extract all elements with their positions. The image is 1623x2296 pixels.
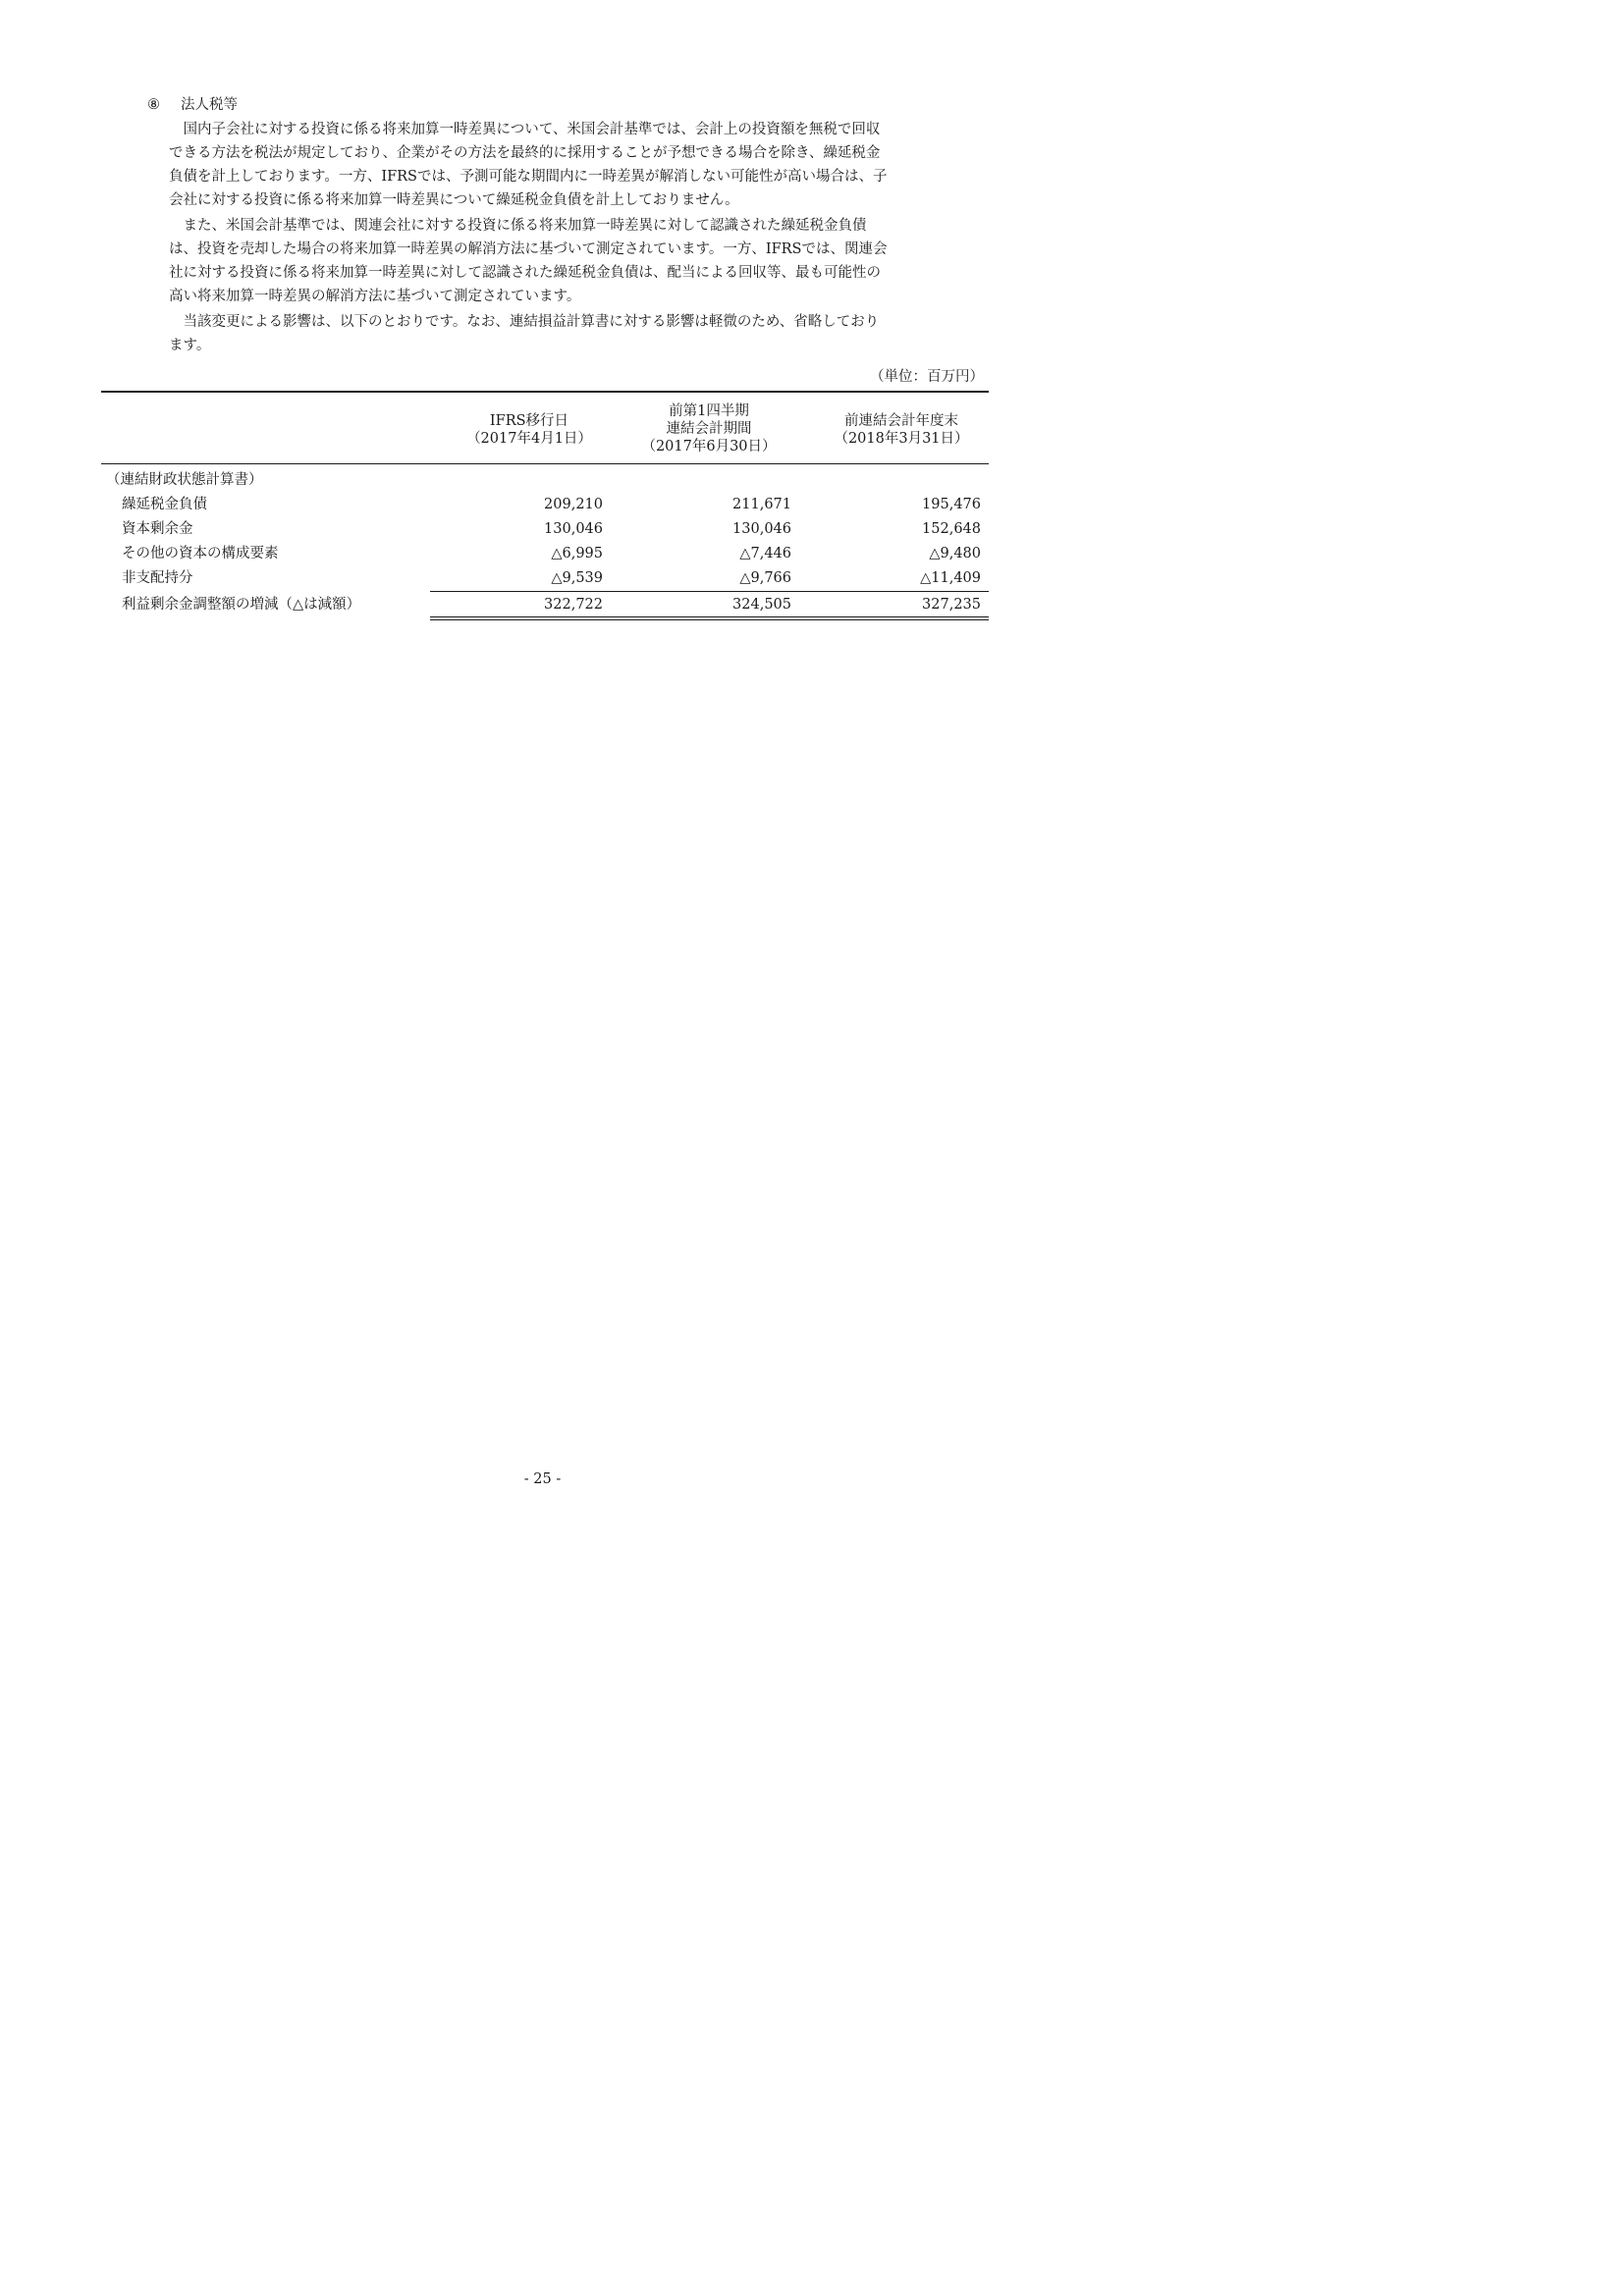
paragraph-1 xyxy=(169,118,992,212)
cell-value: 130,046 xyxy=(544,521,603,537)
table-row xyxy=(0,493,1085,516)
cell-value: 322,722 xyxy=(544,597,603,613)
paragraph-line: また、米国会計基準では、関連会社に対する投資に係る将来加算一時差異に対して認識された繰延税金負債 xyxy=(169,218,867,234)
section-heading xyxy=(147,94,238,116)
row-label: 利益剰余金調整額の増減（△は減額） xyxy=(122,597,361,613)
cell-value: 130,046 xyxy=(732,521,791,537)
cell-value: △9,480 xyxy=(929,546,981,561)
paragraph-line: 当該変更による影響は、以下のとおりです。なお、連結損益計算書に対する影響は軽微のため、省略しており xyxy=(169,314,880,330)
table-row xyxy=(0,566,1085,590)
paragraph-line: ます。 xyxy=(169,338,211,353)
cell-value: 211,671 xyxy=(732,497,791,512)
column-header-line: （2018年3月31日） xyxy=(834,431,969,447)
row-label: その他の資本の構成要素 xyxy=(122,546,279,561)
paragraph-line: 高い将来加算一時差異の解消方法に基づいて測定されています。 xyxy=(169,289,581,304)
table-section-label: （連結財政状態計算書） xyxy=(106,472,263,488)
cell-value: 327,235 xyxy=(922,597,981,613)
cell-value: △7,446 xyxy=(739,546,791,561)
paragraph-3 xyxy=(169,310,992,357)
column-header-line: 前連結会計年度末 xyxy=(844,413,958,429)
column-header-line: 連結会計期間 xyxy=(666,421,752,437)
cell-value: 324,505 xyxy=(732,597,791,613)
cell-value: △9,539 xyxy=(551,570,603,586)
paragraph-2 xyxy=(169,214,992,308)
section-number: ⑧ xyxy=(147,97,160,113)
cell-value: △11,409 xyxy=(920,570,981,586)
paragraph-line: 負債を計上しております。一方、IFRSでは、予測可能な期間内に一時差異が解消しない可能性が高い場合は、子 xyxy=(169,169,888,185)
cell-value: 195,476 xyxy=(922,497,981,512)
table-header-rule xyxy=(101,463,989,464)
paragraph-line: は、投資を売却した場合の将来加算一時差異の解消方法に基づいて測定されています。一方、IFRSでは、関連会 xyxy=(169,241,888,257)
total-double-rule-upper xyxy=(430,616,989,617)
total-double-rule-lower xyxy=(430,619,989,620)
table-row xyxy=(0,517,1085,541)
total-top-rule xyxy=(430,591,989,592)
paragraph-line: できる方法を税法が規定しており、企業がその方法を最終的に採用することが予想できる場合を除き、繰延税金 xyxy=(169,145,881,161)
cell-value: △9,766 xyxy=(739,570,791,586)
paragraph-line: 国内子会社に対する投資に係る将来加算一時差異について、米国会計基準では、会計上の投資額を無税で回収 xyxy=(169,122,881,137)
column-header-line: IFRS移行日 xyxy=(489,413,569,429)
table-unit-label: （単位：百万円） xyxy=(870,369,984,385)
column-header-ifrs-transition-date xyxy=(436,412,622,448)
cell-value: 209,210 xyxy=(544,497,603,512)
column-header-prior-q1 xyxy=(611,402,807,455)
paragraph-line: 社に対する投資に係る将来加算一時差異に対して認識された繰延税金負債は、配当による回収等、最も可能性の xyxy=(169,265,881,281)
paragraph-line: 会社に対する投資に係る将来加算一時差異について繰延税金負債を計上しておりません。 xyxy=(169,192,739,208)
page-number: - 25 - xyxy=(523,1471,562,1487)
column-header-line: 前第1四半期 xyxy=(669,403,749,419)
column-header-line: （2017年6月30日） xyxy=(641,439,777,454)
row-label: 資本剰余金 xyxy=(122,521,193,537)
table-row xyxy=(0,542,1085,565)
column-header-line: （2017年4月1日） xyxy=(466,431,592,447)
column-header-prior-year-end xyxy=(803,412,1000,448)
table-total-row xyxy=(0,593,1085,616)
cell-value: △6,995 xyxy=(551,546,603,561)
section-title: 法人税等 xyxy=(181,97,238,113)
table-top-rule xyxy=(101,391,989,393)
row-label: 繰延税金負債 xyxy=(122,497,207,512)
row-label: 非支配持分 xyxy=(122,570,193,586)
cell-value: 152,648 xyxy=(922,521,981,537)
